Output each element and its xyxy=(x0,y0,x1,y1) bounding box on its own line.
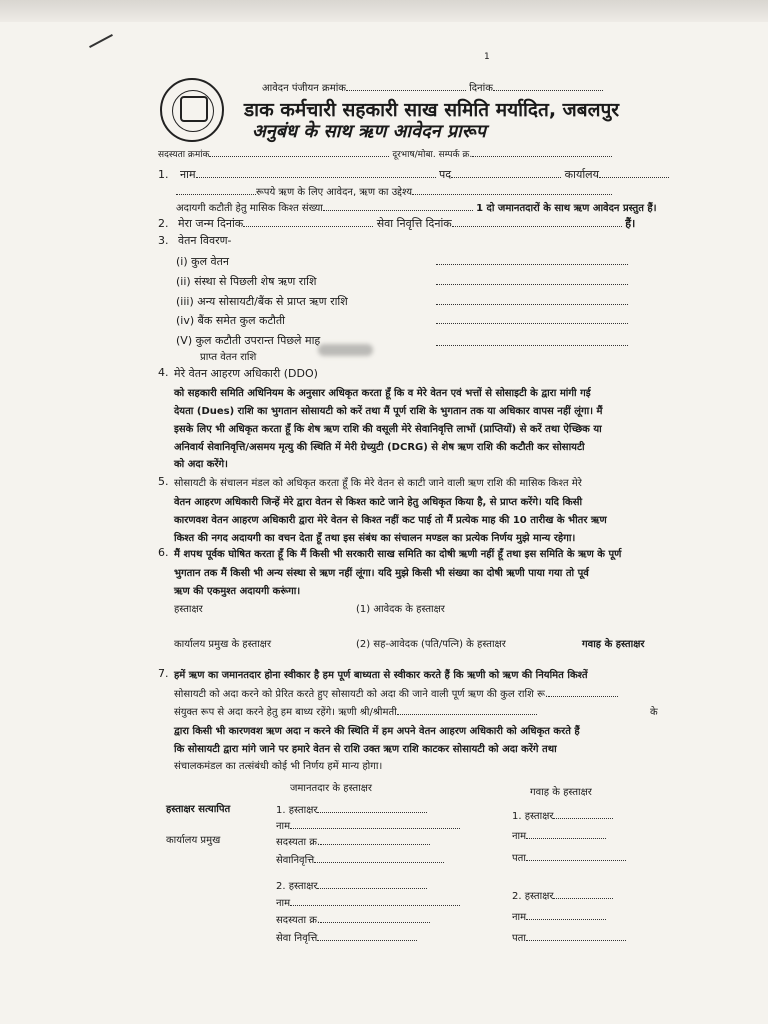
item-4-line-2: को सहकारी समिति अधिनियम के अनुसार अधिकृत करता हूँ कि व मेरे वेतन एवं भत्तों से सोसाइटी के द्वारा मांगी गई xyxy=(174,388,591,399)
g1-member: सदस्यता क्र. xyxy=(276,834,430,848)
salary-line-2 xyxy=(436,284,628,285)
salary-row-1: (i) कुल वेतन xyxy=(176,255,230,268)
g2-member: सदस्यता क्र. xyxy=(276,912,430,926)
item-5-line-3: कारणवश वेतन आहरण अधिकारी द्वारा मेरे वेतन से किश्त नहीं कट पाई तो मैं प्रत्येक माह की 10 तारीख के भीतर ऋण xyxy=(174,515,607,526)
item-7-line-4: द्वारा किसी भी कारणवश ऋण अदा न करने की स्थिति में हम अपने वेतन आहरण अधिकारी को अधिकृत करते हैं xyxy=(174,726,580,737)
w2-name: नाम xyxy=(512,909,606,923)
item-1-line-3: अदायगी कटौती हेतु मासिक किश्त संख्या 1 दो जमानतदारों के साथ ऋण आवेदन प्रस्तुत हैं। xyxy=(176,203,657,214)
w2-address: पता xyxy=(512,930,626,944)
registration-number-row: आवेदन पंजीयन क्रमांक दिनांक xyxy=(262,80,603,94)
society-title: डाक कर्मचारी सहकारी साख समिति मर्यादित, जबलपुर xyxy=(244,99,620,121)
item-2: 2. मेरा जन्म दिनांक सेवा निवृत्ति दिनांक हैं। xyxy=(158,217,636,230)
scan-edge xyxy=(0,0,768,22)
salary-row-5: (V) कुल कटौती उपरान्त पिछले माह xyxy=(176,334,321,347)
salary-row-3: (iii) अन्य सोसायटी/बैंक से प्राप्त ऋण राशि xyxy=(176,295,348,308)
w1-address: पता xyxy=(512,850,626,864)
item-4-line-1: मेरे वेतन आहरण अधिकारी (DDO) xyxy=(174,367,318,380)
w2-sign: 2. हस्ताक्षर xyxy=(512,888,613,902)
item-6-line-3: ऋण की एकमुश्त अदायगी करूंगा। xyxy=(174,586,301,597)
w1-name: नाम xyxy=(512,828,606,842)
applicant-signature: (1) आवेदक के हस्ताक्षर xyxy=(356,604,445,615)
item-1-line-1: 1. नाम पद कार्यालय xyxy=(158,167,669,182)
item-7-line-6: संचालकमंडल का तत्संबंधी कोई भी निर्णय हमें मान्य होगा। xyxy=(174,761,383,772)
item-4-num: 4. xyxy=(158,366,169,379)
page-mark: 1 xyxy=(484,52,490,62)
salary-line-3 xyxy=(436,304,628,305)
item-5-line-2: वेतन आहरण अधिकारी जिन्हें मेरे द्वारा वेतन से किश्त काटे जाने हेतु अधिकृत किया है, से प्राप्त करेंगे। यदि किसी xyxy=(174,497,583,508)
g2-retire: सेवा निवृत्ति xyxy=(276,930,417,944)
guarantor-heading: जमानतदार के हस्ताक्षर xyxy=(290,783,373,794)
item-6-num: 6. xyxy=(158,546,169,559)
item-6-line-2: भुगतान तक मैं किसी भी अन्य संस्था से ऋण नहीं लूंगा। यदि मुझे किसी भी संख्या का दोषी ऋणी पाया गया तो पूर्व xyxy=(174,568,589,579)
item-3-title: 3. वेतन विवरण- xyxy=(158,234,232,247)
item-4-line-3: देयता (Dues) राशि का भुगतान सोसायटी को करें तथा मैं पूर्ण राशि के भुगतान तक या अधिकार वापस नहीं लूंगा। मैं xyxy=(174,406,603,417)
item-7-line-1: हमें ऋण का जमानतदार होना स्वीकार है हम पूर्ण बाध्यता से स्वीकार करते हैं कि ऋणी को ऋण की नियमित किश्तें xyxy=(174,670,588,681)
item-5-line-4: किश्त की नगद अदायगी का वचन देता हूँ तथा इस संबंध का संचालन मण्डल का प्रत्येक निर्णय मुझे मान्य रहेगा। xyxy=(174,533,576,544)
office-head-signature: कार्यालय प्रमुख के हस्ताक्षर xyxy=(174,639,272,650)
item-7-ke: के xyxy=(650,707,658,718)
g1-name: नाम xyxy=(276,818,460,832)
item-7-num: 7. xyxy=(158,667,169,680)
item-1-line-2: रूपये ऋण के लिए आवेदन, ऋण का उद्देश्य xyxy=(176,184,612,198)
salary-line-4 xyxy=(436,323,628,324)
office-head-label: कार्यालय प्रमुख xyxy=(166,835,221,846)
item-4-line-4: इसके लिए भी अधिकृत करता हूँ कि शेष ऋण राशि की वसूली मेरे सेवानिवृत्ति लाभों (प्राप्तियों) से करें तथा ऐच्छिक या xyxy=(174,424,602,435)
g2-sign: 2. हस्ताक्षर xyxy=(276,878,427,892)
salary-row-2: (ii) संस्था से पिछली शेष ऋण राशि xyxy=(176,275,317,288)
member-phone-row: सदस्यता क्रमांक दूरभाष/मोबा. सम्पर्क क्र. xyxy=(158,147,612,160)
g2-name: नाम xyxy=(276,895,460,909)
item-7-line-3: संयुक्त रूप से अदा करने हेतु हम बाध्य रहेंगे। ऋणी श्री/श्रीमती xyxy=(174,704,537,718)
form-subtitle: अनुबंध के साथ ऋण आवेदन प्रारूप xyxy=(252,121,487,142)
salary-line-1 xyxy=(436,264,628,265)
item-6-line-1: मैं शपथ पूर्वक घोषित करता हूँ कि मैं किसी भी सरकारी साख समिति का दोषी ऋणी नहीं हूँ तथा इस समिति के ऋण के पूर्ण xyxy=(174,549,622,560)
item-7-line-5: कि सोसायटी द्वारा मांगे जाने पर हमारे वेतन से राशि उक्त ऋण राशि काटकर सोसायटी को अदा करेंगे तथा xyxy=(174,744,557,755)
g1-sign: 1. हस्ताक्षर xyxy=(276,802,427,816)
salary-line-5 xyxy=(436,345,628,346)
society-seal-icon xyxy=(160,78,224,142)
witness-signature: गवाह के हस्ताक्षर xyxy=(582,639,645,650)
item-5-line-1: सोसायटी के संचालन मंडल को अधिकृत करता हूँ कि मेरे वेतन से काटी जाने वाली ऋण राशि की मासिक किश्त मेरे xyxy=(174,478,582,489)
witness-heading: गवाह के हस्ताक्षर xyxy=(530,787,592,798)
pen-mark xyxy=(89,34,113,48)
attested-label: हस्ताक्षर सत्यापित xyxy=(166,804,231,815)
co-applicant-signature: (2) सह-आवेदक (पति/पत्नि) के हस्ताक्षर xyxy=(356,639,506,650)
w1-sign: 1. हस्ताक्षर xyxy=(512,808,613,822)
signature-label: हस्ताक्षर xyxy=(174,604,203,615)
item-5-num: 5. xyxy=(158,475,169,488)
item-7-line-2: सोसायटी को अदा करने को प्रेरित करते हुए सोसायटी को अदा की जाने वाली पूर्ण ऋण की कुल राशि रू. xyxy=(174,686,618,700)
ink-smudge xyxy=(318,344,373,356)
salary-row-5b: प्राप्त वेतन राशि xyxy=(200,352,257,363)
g1-retire: सेवानिवृत्ति xyxy=(276,852,444,866)
item-4-line-5: अनिवार्य सेवानिवृत्ति/असमय मृत्यु की स्थिति में मेरी ग्रेच्युटी (DCRG) से शेष ऋण राशि की कटौती कर सोसायटी xyxy=(174,442,585,453)
salary-row-4: (iv) बैंक समेत कुल कटौती xyxy=(176,314,286,327)
item-4-line-6: को अदा करेंगे। xyxy=(174,459,228,470)
